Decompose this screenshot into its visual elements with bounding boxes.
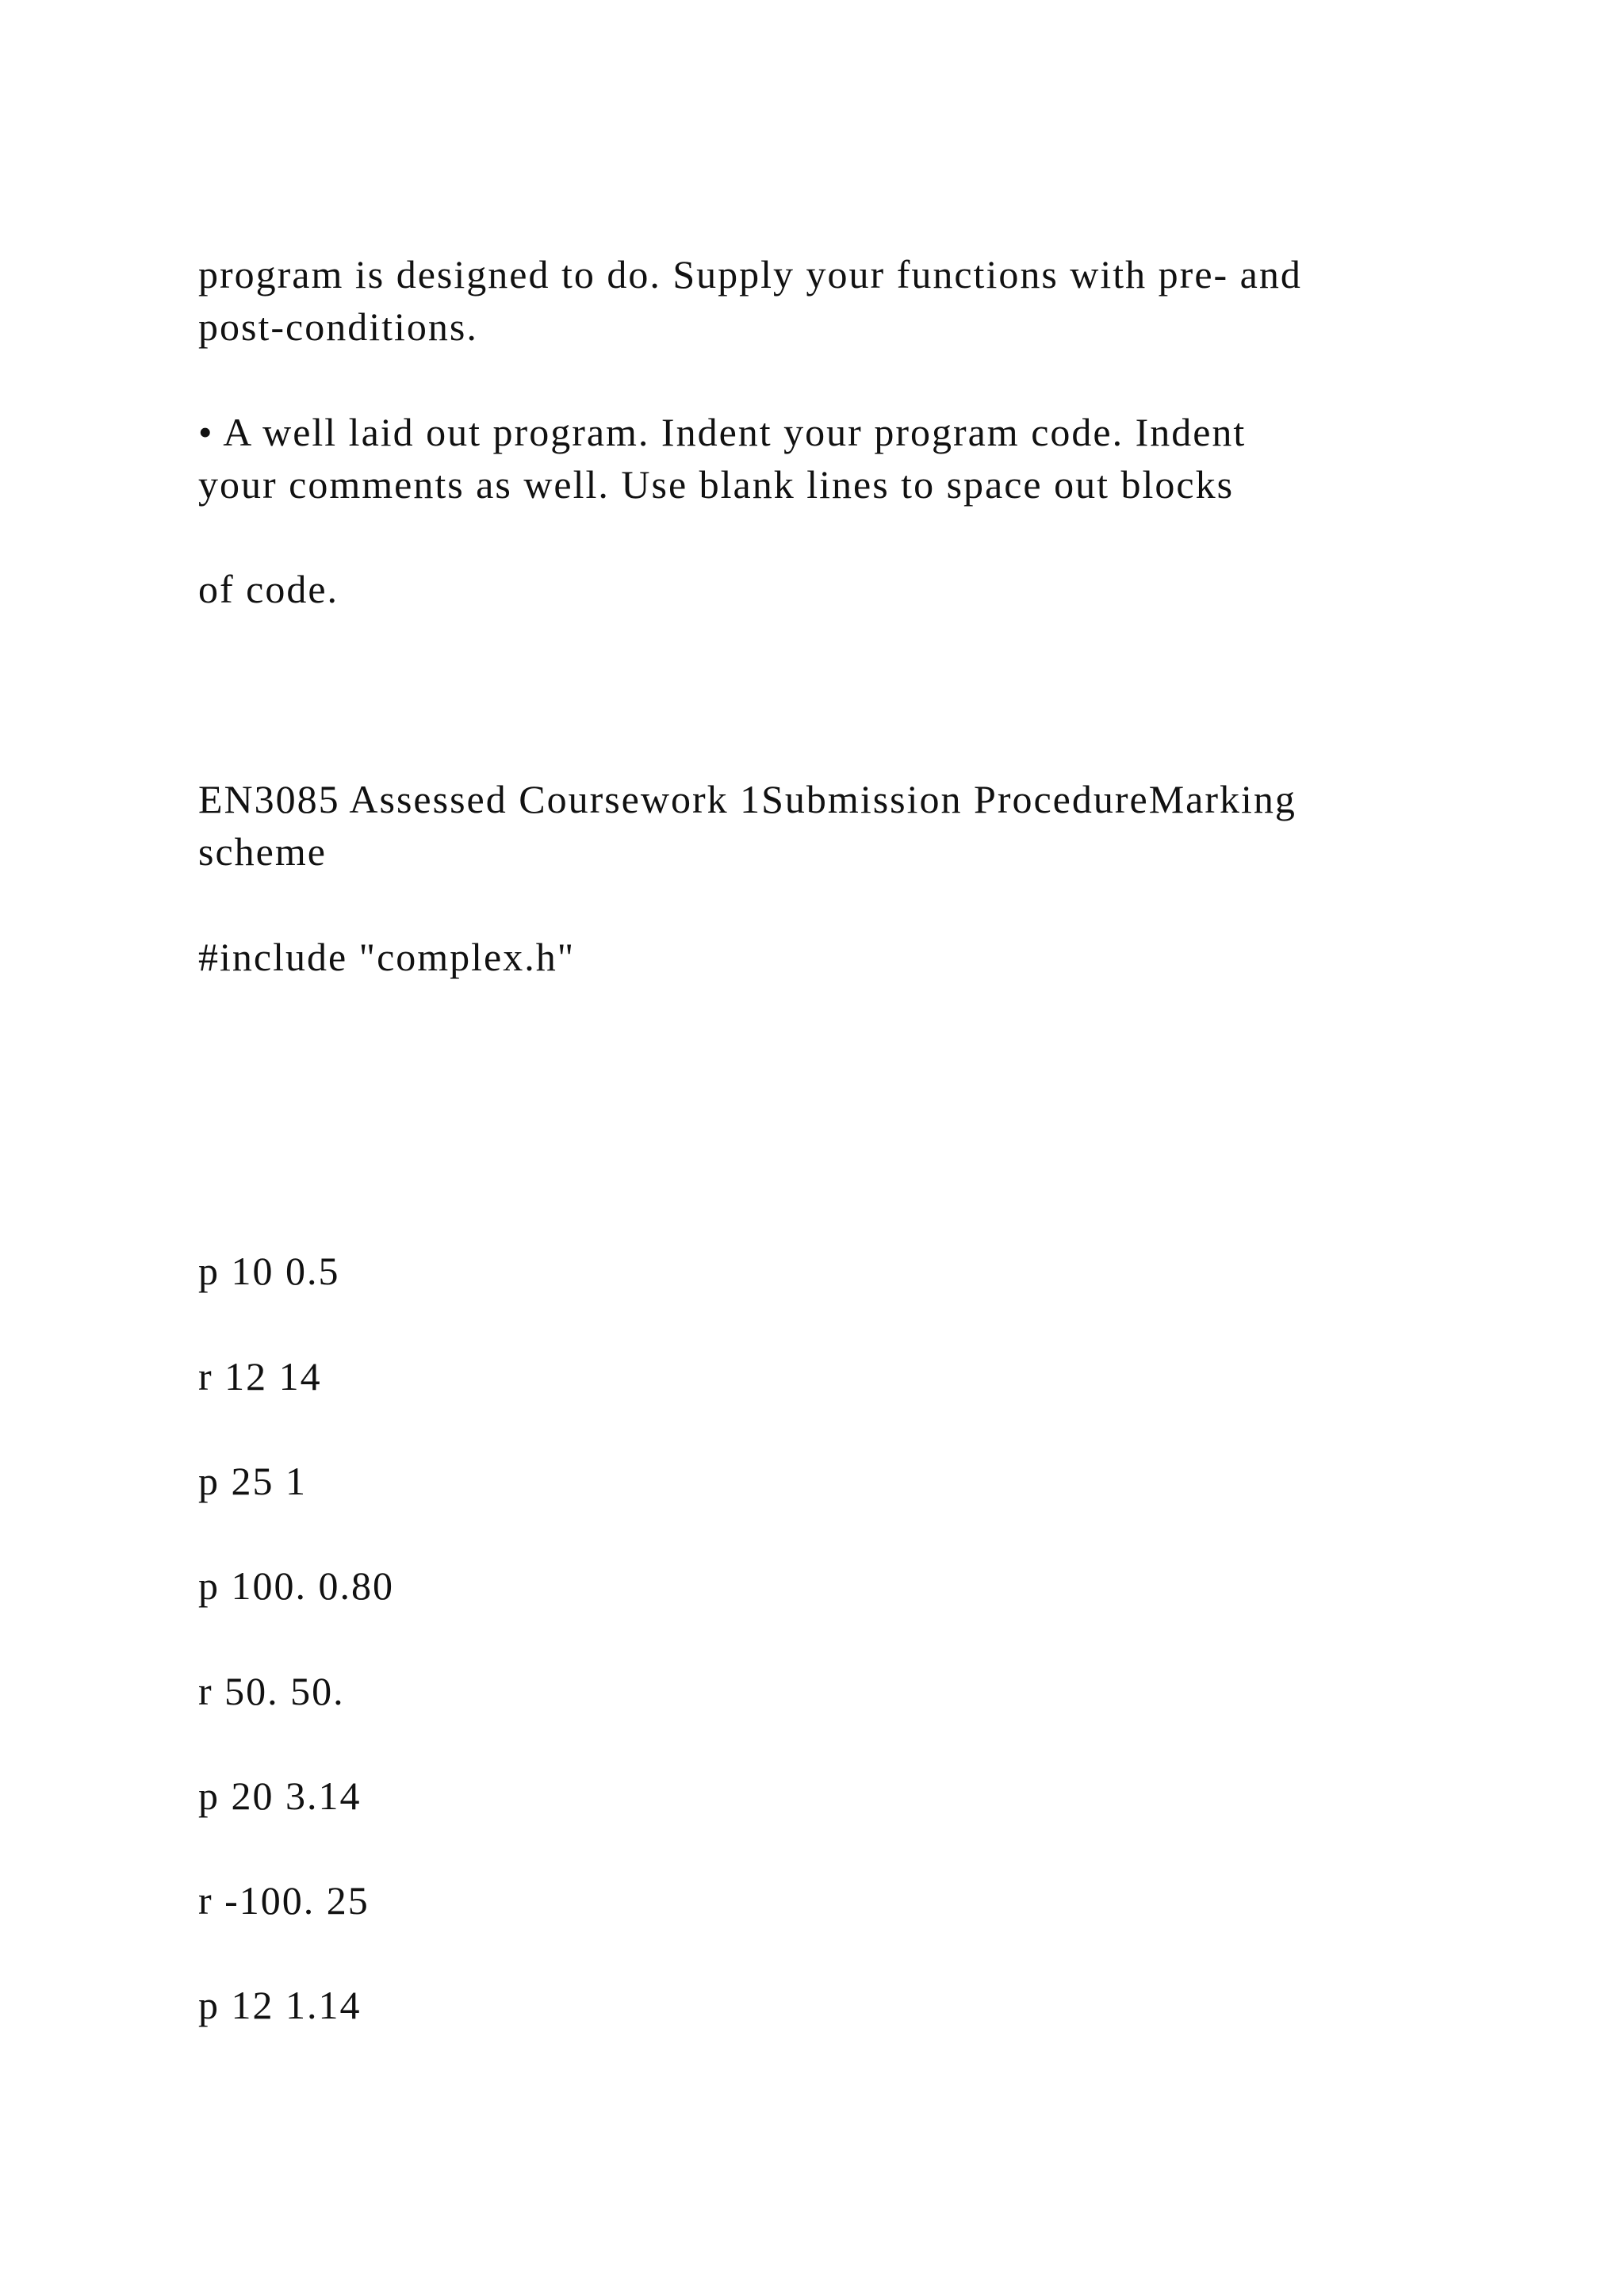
data-line-4: p 100. 0.80	[198, 1563, 394, 1608]
paragraph-1-line-1: program is designed to do. Supply your functions with pre- and	[198, 252, 1302, 297]
data-line-5: r 50. 50.	[198, 1669, 345, 1713]
data-line-1: p 10 0.5	[198, 1249, 340, 1293]
data-line-8: p 12 1.14	[198, 1983, 362, 2027]
include-line: #include "complex.h"	[198, 935, 576, 979]
data-line-2: r 12 14	[198, 1354, 322, 1399]
heading-line-2: scheme	[198, 829, 327, 874]
data-line-3: p 25 1	[198, 1459, 307, 1503]
paragraph-3-line-1: of code.	[198, 567, 339, 611]
data-line-6: p 20 3.14	[198, 1774, 362, 1818]
paragraph-1-line-2: post-conditions.	[198, 304, 478, 349]
data-line-7: r -100. 25	[198, 1878, 370, 1923]
paragraph-2-line-1: • A well laid out program. Indent your program code. Indent	[198, 410, 1247, 454]
paragraph-2-line-2: your comments as well. Use blank lines to space out blocks	[198, 462, 1235, 507]
heading-line-1: EN3085 Assessed Coursework 1Submission ProcedureMarking	[198, 777, 1297, 821]
